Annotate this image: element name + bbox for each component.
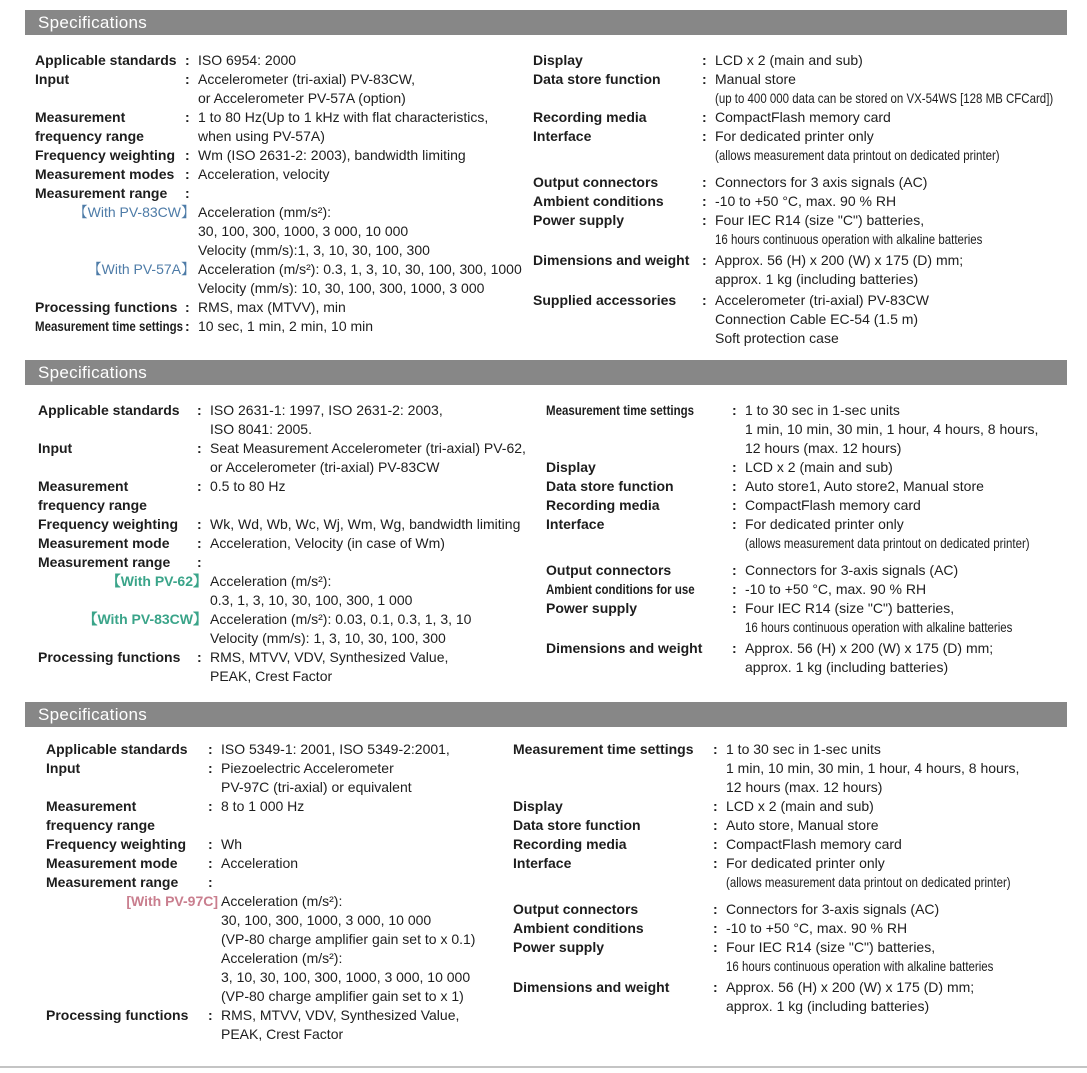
colon: : bbox=[732, 459, 737, 475]
spec-label: Frequency weighting bbox=[38, 516, 179, 532]
colon: : bbox=[713, 920, 718, 936]
spec-row bbox=[35, 70, 533, 108]
spec-label: Recording media bbox=[513, 836, 627, 852]
model-tag: 【With PV-83CW】 bbox=[73, 204, 195, 220]
spec-row bbox=[35, 260, 533, 298]
spec-row bbox=[513, 938, 1073, 976]
spec-row bbox=[546, 599, 1087, 637]
spec-value: RMS, MTVV, VDV, Synthesized Value, PEAK, Crest Factor bbox=[210, 649, 449, 684]
spec-label: Dimensions and weight bbox=[546, 640, 703, 656]
spec-row bbox=[533, 251, 1087, 289]
model-tag: [With PV-97C] bbox=[126, 893, 218, 909]
spec-value: Connectors for 3-axis signals (AC) bbox=[745, 562, 959, 578]
spec-row bbox=[533, 173, 1087, 192]
colon: : bbox=[185, 109, 190, 125]
spec-label: Output connectors bbox=[513, 901, 639, 917]
spec-row bbox=[546, 639, 1087, 677]
spec-label: Power supply bbox=[513, 939, 605, 955]
colon: : bbox=[732, 402, 737, 418]
spec-label: Ambient conditions bbox=[533, 193, 664, 209]
spec-value: Acceleration bbox=[221, 855, 299, 871]
spec-row bbox=[35, 184, 533, 203]
spec-label: Recording media bbox=[546, 497, 660, 513]
section-title: Specifications bbox=[38, 705, 148, 724]
spec-value: Accelerometer (tri-axial) PV-83CW, or Accelerometer PV-57A (option) bbox=[198, 71, 416, 106]
spec-row bbox=[513, 797, 1073, 816]
spec-value: LCD x 2 (main and sub) bbox=[745, 459, 893, 475]
spec-row bbox=[533, 127, 1087, 165]
colon: : bbox=[197, 478, 202, 494]
spec-label: Measurement time settings bbox=[513, 741, 694, 757]
spec-value: Auto store1, Auto store2, Manual store bbox=[745, 478, 984, 494]
spec-row bbox=[35, 165, 533, 184]
spec-row bbox=[38, 477, 546, 515]
spec-value: Four IEC R14 (size "C") batteries, 16 hours continuous operation with alkaline batteries bbox=[745, 600, 1013, 635]
colon: : bbox=[732, 478, 737, 494]
spec-value: CompactFlash memory card bbox=[745, 497, 921, 513]
spec-column-left bbox=[38, 401, 546, 686]
spec-label: Applicable standards bbox=[38, 402, 180, 418]
colon: : bbox=[208, 1007, 213, 1023]
spec-row bbox=[513, 854, 1073, 892]
colon: : bbox=[702, 128, 707, 144]
spec-label: Frequency weighting bbox=[35, 147, 176, 163]
spec-row bbox=[546, 458, 1087, 477]
spec-row bbox=[38, 401, 546, 439]
section-header-bar bbox=[25, 702, 1067, 727]
colon: : bbox=[713, 901, 718, 917]
colon: : bbox=[197, 440, 202, 456]
spec-value: -10 to +50 °C, max. 90 % RH bbox=[745, 581, 927, 597]
spec-label: Power supply bbox=[546, 600, 638, 616]
spec-column-left bbox=[46, 740, 513, 1044]
spec-row bbox=[35, 203, 533, 260]
spec-row bbox=[513, 978, 1073, 1016]
specifications-section-3 bbox=[25, 702, 1067, 1044]
spec-row bbox=[546, 561, 1087, 580]
spec-row bbox=[46, 759, 513, 797]
colon: : bbox=[732, 497, 737, 513]
spec-value: Connectors for 3-axis signals (AC) bbox=[726, 901, 940, 917]
spec-label: Processing functions bbox=[38, 649, 181, 665]
spec-row bbox=[38, 534, 546, 553]
spec-value bbox=[221, 873, 513, 892]
spec-label: Display bbox=[546, 459, 596, 475]
section-header-bar bbox=[25, 360, 1067, 385]
spec-value: RMS, MTVV, VDV, Synthesized Value, PEAK, Crest Factor bbox=[221, 1007, 460, 1042]
spec-column-left bbox=[35, 51, 533, 348]
spec-row bbox=[35, 298, 533, 317]
spec-label: Interface bbox=[513, 855, 572, 871]
specifications-section-2 bbox=[25, 360, 1067, 686]
spec-label: Measurement frequency range bbox=[35, 109, 144, 144]
spec-value: Four IEC R14 (size "C") batteries, 16 hours continuous operation with alkaline batteries bbox=[715, 212, 983, 247]
colon: : bbox=[713, 939, 718, 955]
spec-label: Processing functions bbox=[46, 1007, 189, 1023]
spec-label: Measurement frequency range bbox=[38, 478, 147, 513]
spec-value: ISO 2631-1: 1997, ISO 2631-2: 2003, ISO 8041: 2005. bbox=[210, 402, 443, 437]
spec-value: Connectors for 3 axis signals (AC) bbox=[715, 174, 928, 190]
spec-label: Ambient conditions for use bbox=[546, 581, 695, 597]
spec-value: CompactFlash memory card bbox=[715, 109, 891, 125]
spec-label: Ambient conditions bbox=[513, 920, 644, 936]
spec-label: Input bbox=[46, 760, 81, 776]
spec-value: For dedicated printer only (allows measurement data printout on dedicated printer) bbox=[726, 855, 1011, 890]
spec-row bbox=[533, 291, 1087, 348]
spec-label: Data store function bbox=[533, 71, 661, 87]
spec-label: Measurement range bbox=[46, 874, 179, 890]
spec-row bbox=[46, 740, 513, 759]
spec-label: Output connectors bbox=[546, 562, 672, 578]
spec-value: LCD x 2 (main and sub) bbox=[726, 798, 874, 814]
colon: : bbox=[208, 741, 213, 757]
spec-value: Acceleration (mm/s²): 30, 100, 300, 1000, 3 000, 10 000 Velocity (mm/s):1, 3, 10, 30, 100, 300 bbox=[198, 204, 430, 258]
spec-value: ISO 6954: 2000 bbox=[198, 52, 297, 68]
section-body bbox=[25, 35, 1067, 348]
section-body bbox=[25, 727, 1067, 1044]
spec-label: Measurement time settings bbox=[546, 402, 695, 418]
spec-value: For dedicated printer only (allows measurement data printout on dedicated printer) bbox=[745, 516, 1030, 551]
spec-row bbox=[46, 873, 513, 892]
spec-row bbox=[35, 317, 533, 336]
spec-value: Wm (ISO 2631-2: 2003), bandwidth limiting bbox=[198, 147, 466, 163]
section-body bbox=[25, 385, 1067, 686]
spec-row bbox=[38, 439, 546, 477]
spec-label: Measurement modes bbox=[35, 166, 175, 182]
colon: : bbox=[185, 147, 190, 163]
colon: : bbox=[702, 193, 707, 209]
colon: : bbox=[732, 581, 737, 597]
colon: : bbox=[713, 798, 718, 814]
spec-label: Applicable standards bbox=[35, 52, 177, 68]
spec-row bbox=[546, 580, 1087, 599]
colon: : bbox=[713, 836, 718, 852]
spec-value: -10 to +50 °C, max. 90 % RH bbox=[715, 193, 897, 209]
spec-label: Measurement mode bbox=[38, 535, 170, 551]
spec-label: Data store function bbox=[546, 478, 674, 494]
colon: : bbox=[185, 166, 190, 182]
spec-label: Data store function bbox=[513, 817, 641, 833]
colon: : bbox=[713, 741, 718, 757]
colon: : bbox=[732, 600, 737, 616]
spec-row bbox=[533, 51, 1087, 70]
spec-label: Measurement time settings bbox=[35, 318, 184, 334]
spec-label: Display bbox=[533, 52, 583, 68]
spec-value: Wh bbox=[221, 836, 242, 852]
spec-label: Display bbox=[513, 798, 563, 814]
colon: : bbox=[185, 52, 190, 68]
spec-column-right bbox=[546, 401, 1087, 686]
spec-value: Accelerometer (tri-axial) PV-83CW Connection Cable EC-54 (1.5 m) Soft protection case bbox=[715, 292, 929, 346]
spec-label: Interface bbox=[533, 128, 592, 144]
spec-row bbox=[46, 1006, 513, 1044]
spec-value: 8 to 1 000 Hz bbox=[221, 798, 305, 814]
colon: : bbox=[713, 979, 718, 995]
colon: : bbox=[713, 855, 718, 871]
colon: : bbox=[702, 109, 707, 125]
spec-label: Supplied accessories bbox=[533, 292, 677, 308]
spec-value: LCD x 2 (main and sub) bbox=[715, 52, 863, 68]
spec-row bbox=[46, 892, 513, 1006]
spec-row bbox=[35, 51, 533, 70]
spec-value: Approx. 56 (H) x 200 (W) x 175 (D) mm; approx. 1 kg (including batteries) bbox=[726, 979, 975, 1014]
spec-value: -10 to +50 °C, max. 90 % RH bbox=[726, 920, 908, 936]
spec-value: Auto store, Manual store bbox=[726, 817, 879, 833]
spec-value bbox=[198, 184, 533, 203]
spec-row bbox=[546, 401, 1087, 458]
spec-label: Measurement range bbox=[35, 185, 168, 201]
spec-row bbox=[38, 648, 546, 686]
colon: : bbox=[713, 817, 718, 833]
colon: : bbox=[208, 760, 213, 776]
colon: : bbox=[197, 649, 202, 665]
colon: : bbox=[732, 640, 737, 656]
spec-row bbox=[513, 816, 1073, 835]
spec-value: Acceleration (m/s²): 0.3, 1, 3, 10, 30, 100, 300, 1000 Velocity (mm/s): 10, 30, 100, 300, 1000, 3 000 bbox=[198, 261, 522, 296]
section-title: Specifications bbox=[38, 13, 148, 32]
colon: : bbox=[732, 562, 737, 578]
spec-value bbox=[210, 553, 546, 572]
spec-value: Acceleration (m/s²): 0.3, 1, 3, 10, 30, 100, 300, 1 000 bbox=[210, 573, 413, 608]
colon: : bbox=[197, 554, 202, 570]
spec-row bbox=[533, 108, 1087, 127]
colon: : bbox=[702, 252, 707, 268]
spec-value: Wk, Wd, Wb, Wc, Wj, Wm, Wg, bandwidth limiting bbox=[210, 516, 521, 532]
spec-row bbox=[533, 192, 1087, 211]
spec-row bbox=[546, 515, 1087, 553]
spec-label: Applicable standards bbox=[46, 741, 188, 757]
colon: : bbox=[702, 292, 707, 308]
colon: : bbox=[702, 174, 707, 190]
spec-row bbox=[38, 572, 546, 610]
spec-row bbox=[513, 919, 1073, 938]
spec-row bbox=[38, 553, 546, 572]
spec-row bbox=[35, 146, 533, 165]
spec-row bbox=[533, 211, 1087, 249]
spec-value: CompactFlash memory card bbox=[726, 836, 902, 852]
spec-value: 1 to 30 sec in 1-sec units 1 min, 10 min, 30 min, 1 hour, 4 hours, 8 hours, 12 hours (max. 12 hours) bbox=[726, 741, 1020, 795]
colon: : bbox=[702, 52, 707, 68]
model-tag: 【With PV-83CW】 bbox=[83, 611, 207, 627]
spec-value: Acceleration, Velocity (in case of Wm) bbox=[210, 535, 445, 551]
spec-label: Measurement range bbox=[38, 554, 171, 570]
spec-label: Dimensions and weight bbox=[533, 252, 690, 268]
specifications-section-1 bbox=[25, 0, 1067, 348]
spec-value: Approx. 56 (H) x 200 (W) x 175 (D) mm; approx. 1 kg (including batteries) bbox=[745, 640, 994, 675]
spec-value: RMS, max (MTVV), min bbox=[198, 299, 346, 315]
colon: : bbox=[208, 836, 213, 852]
colon: : bbox=[702, 71, 707, 87]
spec-value: 10 sec, 1 min, 2 min, 10 min bbox=[198, 318, 374, 334]
spec-value: Approx. 56 (H) x 200 (W) x 175 (D) mm; approx. 1 kg (including batteries) bbox=[715, 252, 964, 287]
spec-row bbox=[513, 900, 1073, 919]
spec-row bbox=[546, 496, 1087, 515]
spec-row bbox=[513, 740, 1073, 797]
colon: : bbox=[197, 535, 202, 551]
spec-column-right bbox=[513, 740, 1073, 1044]
spec-row bbox=[513, 835, 1073, 854]
spec-value: 0.5 to 80 Hz bbox=[210, 478, 286, 494]
spec-row bbox=[533, 70, 1087, 108]
spec-label: Measurement mode bbox=[46, 855, 178, 871]
spec-label: Power supply bbox=[533, 212, 625, 228]
spec-label: Output connectors bbox=[533, 174, 659, 190]
colon: : bbox=[197, 516, 202, 532]
spec-row bbox=[38, 610, 546, 648]
colon: : bbox=[185, 71, 190, 87]
spec-value: Four IEC R14 (size "C") batteries, 16 hours continuous operation with alkaline batteries bbox=[726, 939, 994, 974]
colon: : bbox=[208, 798, 213, 814]
spec-row bbox=[35, 108, 533, 146]
model-tag: 【With PV-62】 bbox=[106, 573, 207, 589]
spec-row bbox=[46, 835, 513, 854]
spec-value: 1 to 30 sec in 1-sec units 1 min, 10 min, 30 min, 1 hour, 4 hours, 8 hours, 12 hours (max. 12 hours) bbox=[745, 402, 1039, 456]
spec-value: 1 to 80 Hz(Up to 1 kHz with flat characteristics, when using PV-57A) bbox=[198, 109, 489, 144]
colon: : bbox=[208, 874, 213, 890]
colon: : bbox=[208, 855, 213, 871]
model-tag: 【With PV-57A】 bbox=[87, 261, 195, 277]
spec-row bbox=[46, 854, 513, 873]
spec-column-right bbox=[533, 51, 1087, 348]
spec-value: Seat Measurement Accelerometer (tri-axial) PV-62, or Accelerometer (tri-axial) PV-83CW bbox=[210, 440, 526, 475]
colon: : bbox=[185, 318, 190, 334]
spec-value: For dedicated printer only (allows measurement data printout on dedicated printer) bbox=[715, 128, 1000, 163]
colon: : bbox=[732, 516, 737, 532]
spec-value: Acceleration, velocity bbox=[198, 166, 330, 182]
spec-row bbox=[38, 515, 546, 534]
spec-value: ISO 5349-1: 2001, ISO 5349-2:2001, bbox=[221, 741, 450, 757]
spec-label: Input bbox=[38, 440, 73, 456]
colon: : bbox=[185, 185, 190, 201]
colon: : bbox=[702, 212, 707, 228]
colon: : bbox=[185, 299, 190, 315]
spec-value: Acceleration (m/s²): 30, 100, 300, 1000, 3 000, 10 000 (VP-80 charge amplifier gain set to x 0.1) Acceleration (m/s²): 3, 10, 30, 100, 300, 1000, 3 000, 10 000 (VP-80 charge amplifier gain set to x 1) bbox=[221, 893, 476, 1004]
spec-label: Dimensions and weight bbox=[513, 979, 670, 995]
spec-label: Processing functions bbox=[35, 299, 178, 315]
spec-label: Measurement frequency range bbox=[46, 798, 155, 833]
spec-value: Acceleration (m/s²): 0.03, 0.1, 0.3, 1, 3, 10 Velocity (mm/s): 1, 3, 10, 30, 100, 300 bbox=[210, 611, 472, 646]
section-title: Specifications bbox=[38, 363, 148, 382]
spec-row bbox=[46, 797, 513, 835]
spec-label: Interface bbox=[546, 516, 605, 532]
spec-label: Frequency weighting bbox=[46, 836, 187, 852]
spec-value: Manual store (up to 400 000 data can be stored on VX-54WS [128 MB CFCard]) bbox=[715, 71, 1054, 106]
bottom-rule bbox=[0, 1066, 1087, 1068]
section-header-bar bbox=[25, 10, 1067, 35]
spec-row bbox=[546, 477, 1087, 496]
spec-label: Recording media bbox=[533, 109, 647, 125]
colon: : bbox=[197, 402, 202, 418]
spec-value: Piezoelectric Accelerometer PV-97C (tri-axial) or equivalent bbox=[221, 760, 412, 795]
spec-label: Input bbox=[35, 71, 70, 87]
